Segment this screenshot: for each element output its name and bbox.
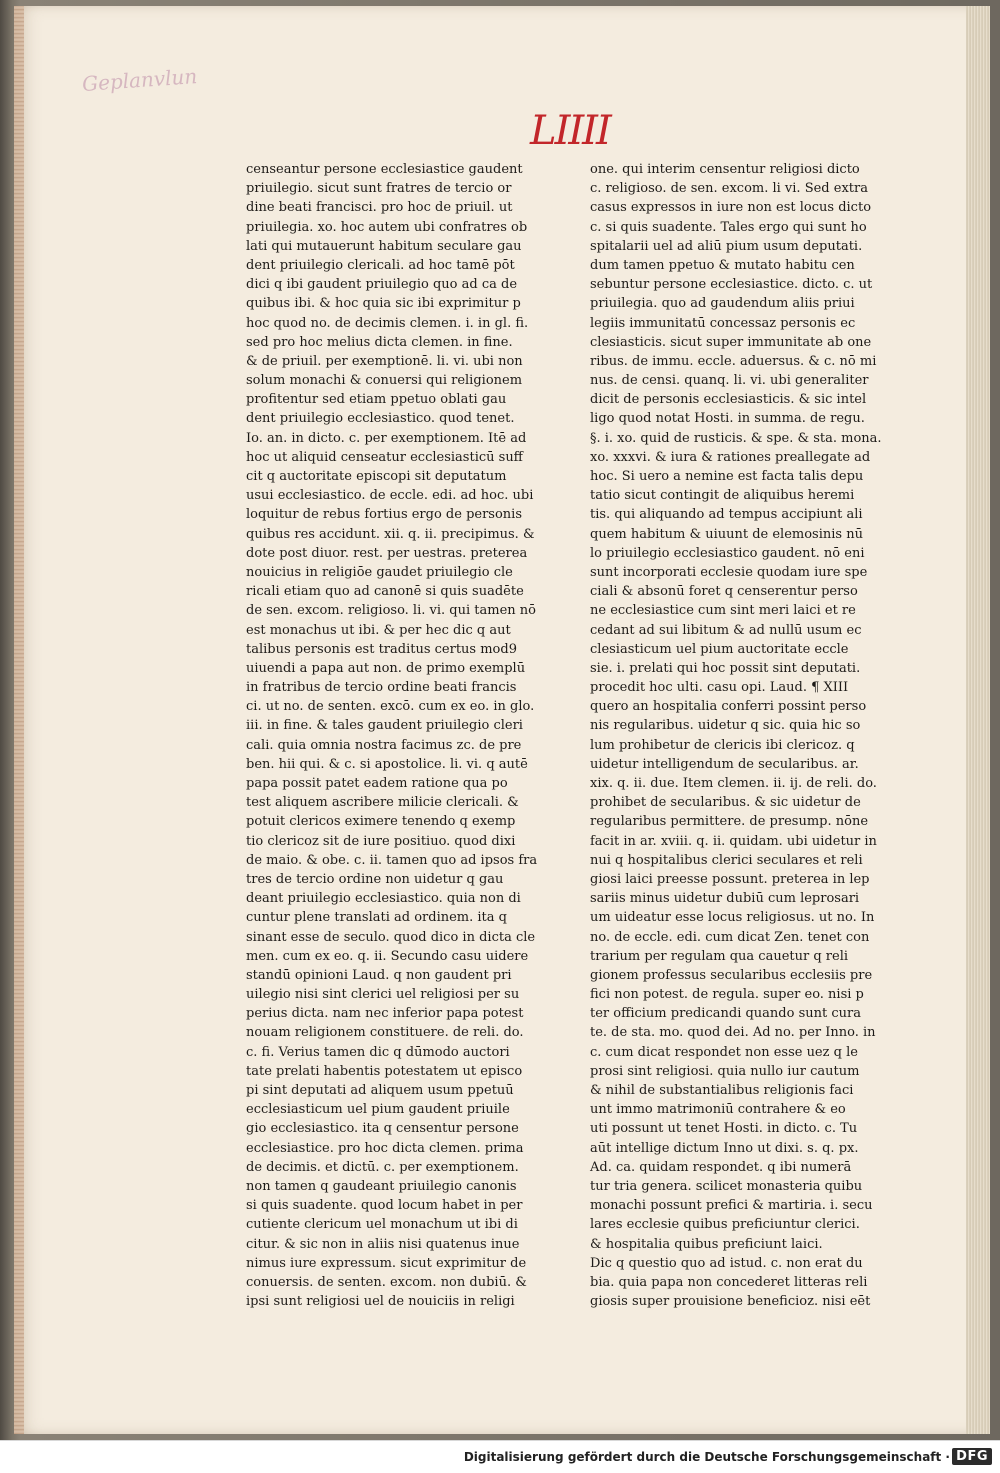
text-line: ter officium predicandi quando sunt cura — [590, 1006, 861, 1022]
text-line: giosi laici preesse possunt. preterea in lep — [590, 871, 870, 887]
text-line: gio ecclesiastico. ita q censentur persone — [246, 1121, 519, 1137]
text-line: hoc quod no. de decimis clemen. i. in gl. fi. — [246, 315, 529, 331]
text-line: cali. quia omnia nostra facimus zc. de pre — [246, 737, 522, 753]
text-column-right — [590, 160, 886, 1311]
text-line: uilegio nisi sint clerici uel religiosi per su — [246, 987, 520, 1003]
text-line: c. si quis suadente. Tales ergo qui sunt ho — [590, 219, 867, 235]
text-line: tate prelati habentis potestatem ut episco — [246, 1063, 523, 1079]
text-line: one. qui interim censentur religiosi dicto — [590, 162, 860, 177]
text-line: papa possit patet eadem ratione qua po — [246, 776, 508, 791]
text-line: tres de tercio ordine non uidetur q gau — [246, 871, 504, 887]
text-line: & de priuil. per exemptionē. li. vi. ubi non — [246, 353, 523, 369]
text-line: tio clericoz sit de iure positiuo. quod dixi — [246, 833, 516, 849]
text-line: c. fi. Verius tamen dic q dūmodo auctori — [246, 1044, 510, 1060]
text-line: nouam religionem constituere. de reli. do. — [246, 1025, 524, 1041]
page-gutter-edge — [14, 6, 24, 1434]
text-line: spitalarii uel ad aliū pium usum deputati. — [590, 238, 863, 254]
text-line: solum monachi & conuersi qui religionem — [246, 373, 523, 389]
text-line: uiuendi a papa aut non. de primo exemplū — [246, 660, 526, 676]
text-line: sie. i. prelati qui hoc possit sint deputati. — [590, 660, 861, 676]
text-line: xix. q. ii. due. Item clemen. ii. ij. de reli. do. — [590, 776, 877, 791]
text-line: dine beati francisci. pro hoc de priuil. ut — [246, 200, 513, 216]
text-line: talibus personis est traditus certus mod9 — [246, 641, 517, 657]
text-line: non tamen q gaudeant priuilegio canonis — [246, 1178, 517, 1194]
text-line: giosis super prouisione beneficioz. nisi eēt — [590, 1294, 871, 1310]
text-line: quero an hospitalia conferri possint perso — [590, 699, 867, 715]
text-line: um uideatur esse locus religiosus. ut no. In — [590, 910, 875, 926]
text-line: priuilegio. sicut sunt fratres de tercio or — [246, 181, 512, 197]
text-line: standū opinioni Laud. q non gaudent pri — [246, 967, 512, 983]
dfg-logo: DFG — [952, 1448, 992, 1465]
text-line: priuilegia. quo ad gaudendum aliis priui — [590, 296, 855, 312]
text-line: ci. ut no. de senten. excō. cum ex eo. in glo. — [246, 699, 535, 715]
funding-credit: Digitalisierung gefördert durch die Deutsche Forschungsgemeinschaft · — [463, 1450, 950, 1464]
page-fore-edge — [966, 6, 990, 1434]
text-line: regularibus permittere. de presump. nōne — [590, 814, 869, 830]
text-line: est monachus ut ibi. & per hec dic q aut — [246, 622, 511, 638]
text-line: lum prohibetur de clericis ibi clericoz. q — [590, 737, 855, 753]
text-line: test aliquem ascribere milicie clericali. & — [246, 795, 519, 811]
text-line: sed pro hoc melius dicta clemen. in fine. — [246, 334, 513, 350]
text-line: cutiente clericum uel monachum ut ibi di — [246, 1217, 518, 1233]
text-line: dent priuilegio clericali. ad hoc tamē pōt — [246, 257, 515, 273]
text-line: nus. de censi. quanq. li. vi. ubi generaliter — [590, 373, 869, 389]
text-line: sinant esse de seculo. quod dico in dicta cle — [246, 929, 536, 945]
text-line: ribus. de immu. eccle. aduersus. & c. nō mi — [590, 353, 877, 369]
text-line: profitentur sed etiam ppetuo oblati gau — [246, 392, 507, 408]
text-line: quem habitum & uiuunt de elemosinis nū — [590, 526, 863, 542]
folio-number: LIIII — [530, 108, 610, 154]
text-line: bia. quia papa non concederet litteras reli — [590, 1274, 868, 1290]
text-line: Ad. ca. quidam respondet. q ibi numerā — [590, 1159, 852, 1175]
text-line: uti possunt ut tenet Hosti. in dicto. c. Tu — [590, 1121, 858, 1137]
text-line: men. cum ex eo. q. ii. Secundo casu uidere — [246, 948, 529, 964]
text-line: priuilegia. xo. hoc autem ubi confratres ob — [246, 219, 528, 235]
text-line: hoc ut aliquid censeatur ecclesiasticū suff — [246, 449, 523, 465]
text-line: c. religioso. de sen. excom. li vi. Sed extra — [590, 181, 868, 197]
text-line: dum tamen ppetuo & mutato habitu cen — [590, 257, 855, 273]
text-line: cedant ad sui libitum & ad nullū usum ec — [590, 622, 862, 638]
text-line: ciali & absonū foret q censerentur perso — [590, 584, 858, 600]
text-line: facit in ar. xviii. q. ii. quidam. ubi uidetur in — [590, 833, 877, 849]
text-line: de sen. excom. religioso. li. vi. qui tamen nō — [246, 603, 536, 619]
text-line: clesiasticum uel pium auctoritate eccle — [590, 641, 849, 657]
text-line: conuersis. de senten. excom. non dubiū. & — [246, 1274, 527, 1290]
text-line: quibus ibi. & hoc quia sic ibi exprimitur p — [246, 296, 521, 312]
text-line: lo priuilegio ecclesiastico gaudent. nō eni — [590, 545, 865, 561]
text-line: clesiasticis. sicut super immunitate ab one — [590, 334, 872, 350]
text-line: ipsi sunt religiosi uel de nouiciis in religi — [246, 1294, 515, 1310]
text-line: sariis minus uidetur dubiū cum leprosari — [590, 891, 860, 907]
text-line: iii. in fine. & tales gaudent priuilegio cleri — [246, 718, 523, 734]
text-line: perius dicta. nam nec inferior papa potest — [246, 1006, 524, 1022]
text-line: & nihil de substantialibus religionis faci — [590, 1083, 854, 1098]
text-line: ricali etiam quo ad canonē si quis suadēte — [246, 584, 524, 600]
text-line: dote post diuor. rest. per uestras. preterea — [246, 545, 528, 561]
text-line: potuit clericos eximere tenendo q exemp — [246, 814, 516, 830]
text-line: §. i. xo. quid de rusticis. & spe. & sta. mona. — [590, 430, 882, 446]
text-line: monachi possunt prefici & martiria. i. secu — [590, 1198, 873, 1214]
text-line: ecclesiasticum uel pium gaudent priuile — [246, 1102, 510, 1118]
text-line: citur. & sic non in aliis nisi quatenus inue — [246, 1236, 520, 1252]
text-line: prohibet de secularibus. & sic uidetur de — [590, 795, 861, 811]
text-line: censeantur persone ecclesiastice gaudent — [246, 162, 523, 177]
footer-bar — [0, 1440, 1000, 1473]
text-line: de maio. & obe. c. ii. tamen quo ad ipsos fra — [246, 852, 538, 868]
text-line: ne ecclesiastice cum sint meri laici et re — [590, 603, 856, 619]
text-line: ben. hii qui. & c. si apostolice. li. vi. q autē — [246, 756, 528, 772]
text-line: hoc. Si uero a nemine est facta talis depu — [590, 469, 864, 484]
text-line: te. de sta. mo. quod dei. Ad no. per Inno. in — [590, 1025, 876, 1041]
text-line: lares ecclesie quibus preficiuntur clerici. — [590, 1217, 860, 1233]
text-column-left — [246, 160, 542, 1311]
text-line: unt immo matrimoniū contrahere & eo — [590, 1102, 846, 1118]
text-line: Dic q questio quo ad istud. c. non erat du — [590, 1255, 863, 1271]
text-line: nis regularibus. uidetur q sic. quia hic so — [590, 718, 861, 734]
text-line: tur tria genera. scilicet monasteria quibu — [590, 1178, 863, 1194]
text-line: ecclesiastice. pro hoc dicta clemen. prima — [246, 1140, 524, 1156]
text-line: lati qui mutauerunt habitum seculare gau — [246, 238, 522, 254]
text-line: cuntur plene translati ad ordinem. ita q — [246, 910, 507, 926]
text-line: aūt intellige dictum Inno ut dixi. s. q. px. — [590, 1140, 859, 1156]
text-line: tis. qui aliquando ad tempus accipiunt ali — [590, 507, 863, 523]
text-line: loquitur de rebus fortius ergo de personis — [246, 507, 523, 523]
text-line: no. de eccle. edi. cum dicat Zen. tenet con — [590, 929, 870, 945]
text-line: gionem professus secularibus ecclesiis pre — [590, 967, 873, 983]
text-line: de decimis. et dictū. c. per exemptionem. — [246, 1159, 519, 1175]
text-line: dent priuilegio ecclesiastico. quod tenet. — [246, 411, 515, 427]
text-line: dicit de personis ecclesiasticis. & sic intel — [590, 392, 867, 408]
text-line: dici q ibi gaudent priuilegio quo ad ca de — [246, 277, 518, 293]
text-line: sebuntur persone ecclesiastice. dicto. c. ut — [590, 277, 873, 293]
text-line: trarium per regulam qua cauetur q reli — [590, 948, 849, 964]
text-line: cit q auctoritate episcopi sit deputatum — [246, 469, 507, 484]
text-line: usui ecclesiastico. de eccle. edi. ad hoc. ubi — [246, 488, 534, 504]
text-line: tatio sicut contingit de aliquibus heremi — [590, 488, 855, 504]
text-line: si quis suadente. quod locum habet in per — [246, 1198, 523, 1214]
text-line: legiis immunitatū concessaz personis ec — [590, 315, 856, 331]
text-line: ligo quod notat Hosti. in summa. de regu. — [590, 411, 865, 427]
text-line: pi sint deputati ad aliquem usum ppetuū — [246, 1083, 514, 1098]
text-line: quibus res accidunt. xii. q. ii. precipimus. & — [246, 526, 535, 542]
text-line: uidetur intelligendum de secularibus. ar. — [590, 756, 859, 772]
pencil-annotation: Geplanvlun — [81, 64, 198, 96]
text-line: Io. an. in dicto. c. per exemptionem. Itē ad — [246, 430, 527, 446]
text-line: fici non potest. de regula. super eo. nisi p — [590, 987, 864, 1003]
text-line: c. cum dicat respondet non esse uez q le — [590, 1044, 858, 1060]
text-line: & hospitalia quibus preficiunt laici. — [590, 1236, 823, 1252]
text-line: nimus iure expressum. sicut exprimitur de — [246, 1255, 527, 1271]
text-line: nouicius in religiōe gaudet priuilegio cle — [246, 564, 513, 580]
text-line: sunt incorporati ecclesie quodam iure spe — [590, 564, 868, 580]
text-line: in fratribus de tercio ordine beati francis — [246, 680, 517, 696]
text-line: nui q hospitalibus clerici seculares et reli — [590, 852, 863, 868]
text-line: procedit hoc ulti. casu opi. Laud. ¶ XIII — [590, 680, 849, 696]
text-line: xo. xxxvi. & iura & rationes preallegate ad — [590, 449, 871, 465]
text-line: casus expressos in iure non est locus dicto — [590, 200, 872, 216]
text-line: prosi sint religiosi. quia nullo iur cautum — [590, 1063, 860, 1079]
text-line: deant priuilegio ecclesiastico. quia non di — [246, 891, 521, 907]
